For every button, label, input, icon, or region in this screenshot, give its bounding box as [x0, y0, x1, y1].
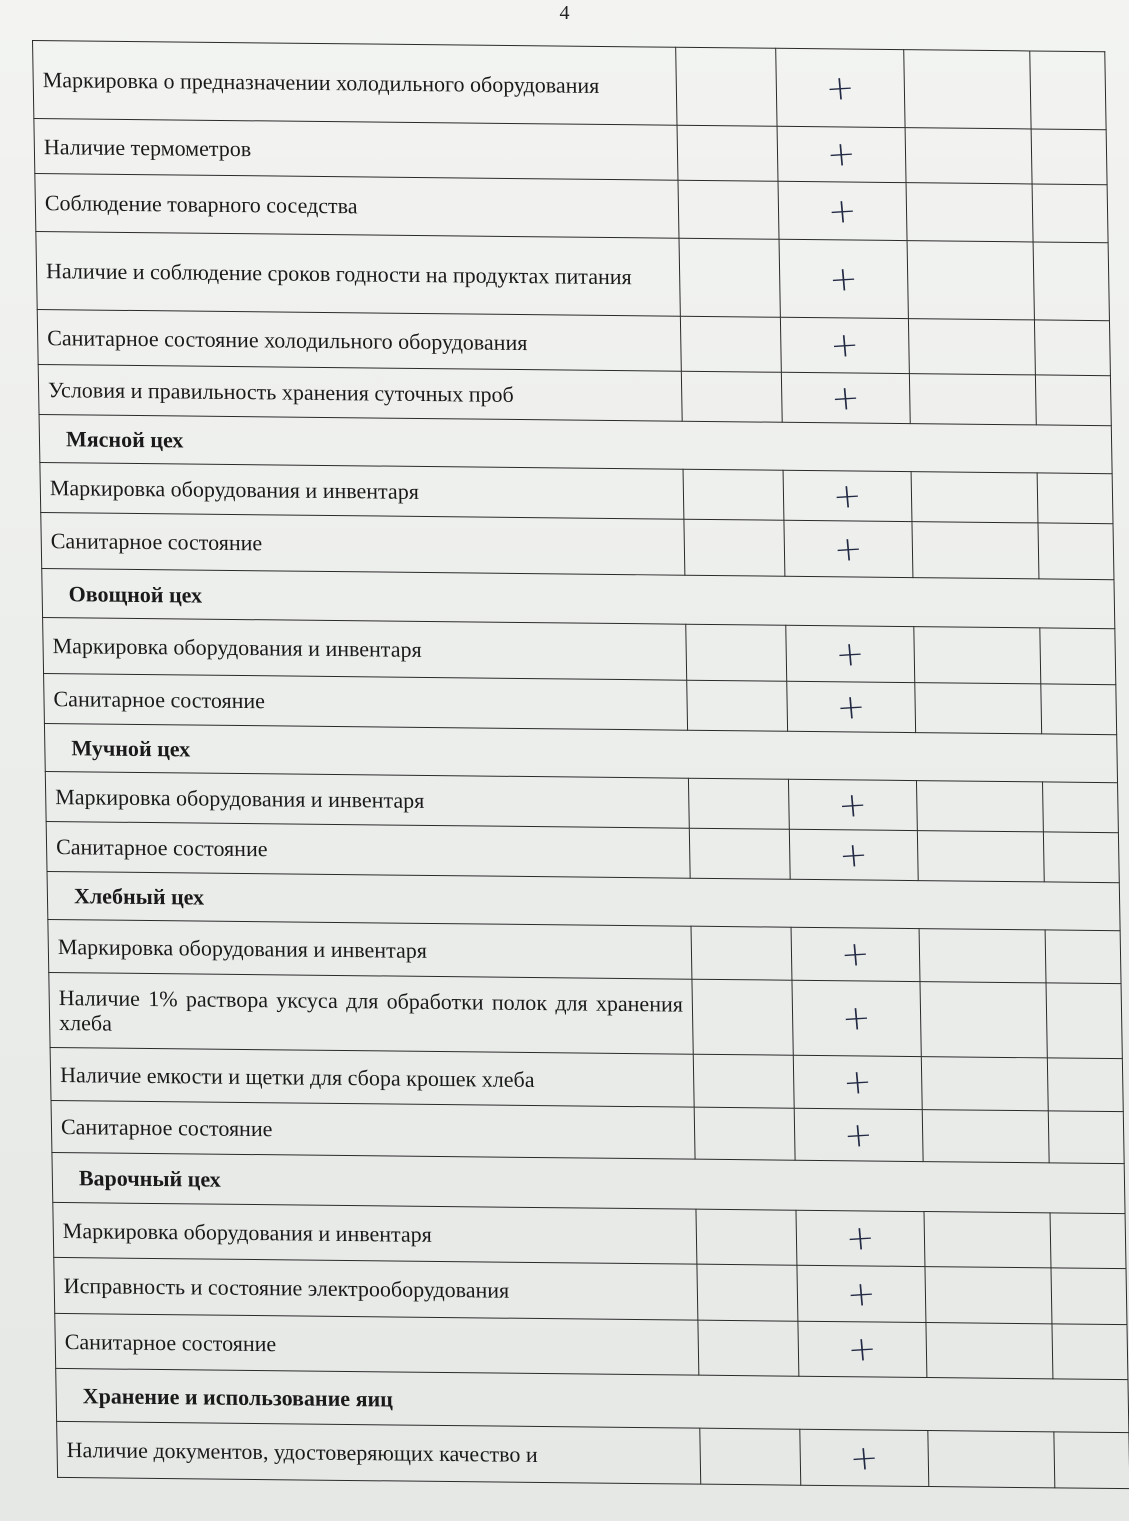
empty-cell	[679, 238, 780, 317]
empty-cell	[684, 519, 785, 576]
handwritten-plus-mark: +	[837, 834, 870, 876]
mark-cell	[789, 829, 918, 880]
empty-cell	[1032, 184, 1108, 243]
mark-cell	[791, 927, 920, 981]
empty-cell	[680, 316, 781, 372]
empty-cell	[914, 627, 1041, 684]
criterion-label: Наличие и соблюдение сроков годности на продуктах питания	[36, 231, 681, 316]
empty-cell	[692, 979, 793, 1055]
empty-cell	[924, 1212, 1051, 1268]
empty-cell	[1035, 375, 1111, 426]
handwritten-plus-mark: +	[848, 1437, 881, 1479]
empty-cell	[691, 926, 792, 980]
empty-cell	[906, 183, 1033, 242]
empty-cell	[1043, 782, 1119, 833]
empty-cell	[687, 680, 788, 731]
empty-cell	[696, 1209, 797, 1265]
empty-cell	[915, 683, 1042, 734]
mark-cell	[794, 1108, 923, 1161]
empty-cell	[916, 781, 1043, 832]
empty-cell	[697, 1264, 798, 1321]
empty-cell	[1051, 1268, 1127, 1325]
criterion-label: Наличие термометров	[34, 119, 678, 181]
empty-cell	[694, 1107, 795, 1160]
empty-cell	[1034, 320, 1110, 376]
empty-cell	[689, 828, 790, 879]
handwritten-plus-mark: +	[841, 1061, 874, 1104]
empty-cell	[911, 472, 1038, 523]
handwritten-plus-mark: +	[844, 1217, 877, 1260]
criterion-label: Санитарное состояние	[41, 512, 685, 575]
checklist-row	[33, 41, 1107, 130]
mark-cell	[798, 1321, 927, 1377]
handwritten-plus-mark: +	[836, 784, 869, 826]
handwritten-plus-mark: +	[828, 324, 861, 367]
mark-cell	[776, 48, 905, 127]
empty-cell	[925, 1267, 1052, 1324]
empty-cell	[693, 1054, 794, 1108]
empty-cell	[688, 778, 789, 829]
criterion-label: Маркировка о предназначении холодильного оборудования	[33, 41, 678, 126]
mark-cell	[793, 1055, 922, 1109]
empty-cell	[920, 982, 1047, 1058]
criterion-label: Санитарное состояние	[51, 1100, 695, 1159]
mark-cell	[777, 126, 906, 182]
handwritten-plus-mark: +	[840, 997, 873, 1040]
empty-cell	[904, 50, 1031, 129]
mark-cell	[796, 1210, 925, 1266]
empty-cell	[700, 1428, 801, 1485]
empty-cell	[922, 1110, 1049, 1163]
criterion-label: Наличие документов, удостоверяющих качество и	[57, 1421, 701, 1484]
criterion-label: Маркировка оборудования и инвентаря	[53, 1202, 697, 1264]
mark-cell	[783, 470, 912, 521]
empty-cell	[1033, 242, 1109, 321]
empty-cell	[1050, 1213, 1126, 1269]
empty-cell	[907, 241, 1034, 320]
criterion-label: Наличие емкости и щетки для сбора крошек хлеба	[50, 1047, 694, 1107]
empty-cell	[917, 831, 1044, 882]
mark-cell	[781, 372, 910, 423]
checklist-row	[49, 972, 1123, 1058]
section-title: Овощной цех	[42, 568, 1115, 628]
empty-cell	[921, 1057, 1048, 1111]
handwritten-plus-mark: +	[839, 933, 872, 976]
mark-cell	[778, 181, 907, 240]
empty-cell	[1030, 51, 1106, 130]
empty-cell	[1046, 983, 1122, 1059]
section-title: Мясной цех	[39, 414, 1112, 473]
empty-cell	[686, 624, 787, 681]
checklist-row	[36, 231, 1110, 320]
inspection-checklist-table	[32, 40, 1129, 1489]
mark-cell	[787, 681, 916, 732]
empty-cell	[1052, 1324, 1128, 1380]
criterion-label: Соблюдение товарного соседства	[35, 173, 679, 238]
criterion-label: Наличие 1% раствора уксуса для обработки полок для хранения хлеба	[49, 972, 693, 1054]
criterion-label: Санитарное состояние холодильного оборудования	[37, 309, 681, 371]
section-title: Мучной цех	[44, 723, 1117, 782]
empty-cell	[1031, 129, 1107, 185]
handwritten-plus-mark: +	[829, 377, 862, 419]
empty-cell	[919, 929, 1046, 983]
empty-cell	[909, 374, 1036, 425]
handwritten-plus-mark: +	[831, 475, 864, 517]
empty-cell	[678, 180, 779, 239]
checklist-row	[57, 1421, 1129, 1488]
handwritten-plus-mark: +	[846, 1328, 879, 1371]
handwritten-plus-mark: +	[845, 1273, 878, 1315]
section-title: Хлебный цех	[47, 871, 1120, 930]
checklist-body	[33, 41, 1129, 1489]
criterion-label: Санитарное состояние	[55, 1313, 699, 1375]
handwritten-plus-mark: +	[827, 258, 860, 300]
page-number: 4	[559, 2, 570, 24]
mark-cell	[788, 779, 917, 830]
mark-cell	[792, 980, 921, 1056]
empty-cell	[1038, 523, 1114, 580]
empty-cell	[905, 128, 1032, 184]
handwritten-plus-mark: +	[824, 67, 857, 109]
empty-cell	[698, 1320, 799, 1376]
criterion-label: Маркировка оборудования и инвентаря	[45, 771, 689, 828]
criterion-label: Санитарное состояние	[46, 821, 690, 878]
handwritten-plus-mark: +	[835, 686, 868, 728]
empty-cell	[1041, 684, 1117, 735]
mark-cell	[797, 1265, 926, 1322]
mark-cell	[800, 1429, 929, 1486]
empty-cell	[1037, 473, 1113, 524]
criterion-label: Маркировка оборудования и инвентаря	[48, 919, 692, 979]
empty-cell	[681, 371, 782, 422]
empty-cell	[908, 319, 1035, 375]
handwritten-plus-mark: +	[842, 1114, 875, 1156]
empty-cell	[926, 1323, 1053, 1379]
empty-cell	[1045, 930, 1121, 984]
empty-cell	[677, 125, 778, 181]
handwritten-plus-mark: +	[825, 133, 858, 176]
mark-cell	[786, 625, 915, 682]
mark-cell	[784, 520, 913, 577]
empty-cell	[912, 522, 1039, 579]
criterion-label: Исправность и состояние электрооборудования	[54, 1257, 698, 1320]
mark-cell	[780, 317, 909, 373]
empty-cell	[1054, 1432, 1129, 1489]
empty-cell	[1040, 628, 1116, 685]
empty-cell	[1048, 1111, 1124, 1164]
criterion-label: Санитарное состояние	[44, 673, 688, 730]
mark-cell	[779, 239, 908, 318]
section-title: Варочный цех	[52, 1152, 1125, 1213]
empty-cell	[1047, 1058, 1123, 1112]
criterion-label: Условия и правильность хранения суточных проб	[38, 364, 682, 421]
criterion-label: Маркировка оборудования и инвентаря	[40, 462, 684, 519]
empty-cell	[928, 1431, 1055, 1488]
handwritten-plus-mark: +	[826, 190, 859, 232]
section-title: Хранение и использование яиц	[56, 1368, 1129, 1432]
handwritten-plus-mark: +	[834, 633, 867, 675]
empty-cell	[683, 469, 784, 520]
criterion-label: Маркировка оборудования и инвентаря	[43, 617, 687, 680]
empty-cell	[1043, 832, 1119, 883]
handwritten-plus-mark: +	[832, 528, 865, 570]
empty-cell	[676, 47, 777, 126]
